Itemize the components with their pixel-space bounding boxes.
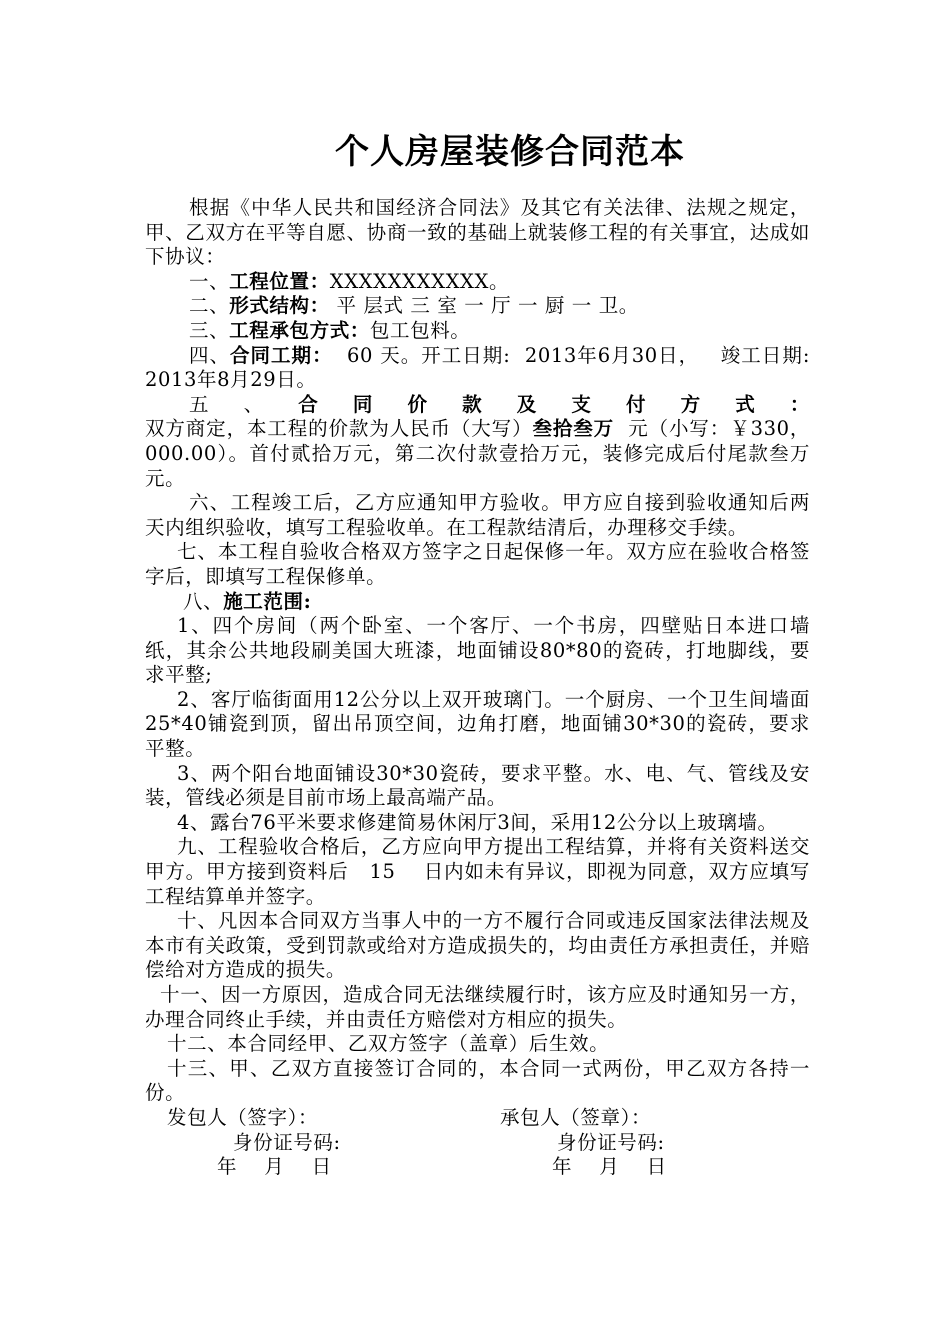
clause-5-text-b: 元（小写：￥330，000.00）。首付贰拾万元，第二次付款壹拾万元，装修完成后付尾款叁万元。 [145,417,810,490]
clause-13: 十三、甲、乙双方直接签订合同的，本合同一式两份，甲乙双方各持一份。 [145,1056,810,1105]
clause-2-label: 形式结构： [229,294,330,318]
clause-7: 七、本工程自验收合格双方签字之日起保修一年。双方应在验收合格签字后，即填写工程保修单。 [145,540,810,588]
signature-row-date [145,1155,810,1180]
party-b-date: 年 月 日 [552,1155,667,1179]
party-a-id-label: 身份证号码: [233,1130,341,1154]
clause-8 [145,590,810,615]
scope-item-1: 1、四个房间（两个卧室、一个客厅、一个书房，四壁贴日本进口墙纸，其余公共地段刷美国大班漆，地面铺设80*80的瓷砖，打地脚线，要求平整; [145,614,810,687]
clause-4-text: 60 天。开工日期: 2013年6月30日， 竣工日期: 2013年8月29日。 [145,343,817,392]
party-a-date: 年 月 日 [217,1155,332,1179]
clause-9: 九、工程验收合格后，乙方应向甲方提出工程结算，并将有关资料送交甲方。甲方接到资料后 15 日内如未有异议，即视为同意，双方应填写工程结算单并签字。 [145,835,810,908]
clause-6: 六、工程竣工后，乙方应通知甲方验收。甲方应自接到验收通知后两天内组织验收，填写工程验收单。在工程款结清后，办理移交手续。 [145,491,810,539]
clause-1-text: XXXXXXXXXXX。 [329,269,510,293]
party-b-signature-label: 承包人（签章）： [500,1105,652,1129]
clause-3-number: 三、 [189,318,230,342]
clause-4-number: 四、 [189,343,231,367]
clause-8-label: 施工范围: [223,589,312,613]
clause-5 [145,393,810,491]
clause-3-text: 包工包料。 [369,318,471,342]
party-b-id-label: 身份证号码: [557,1130,665,1154]
clause-1-label: 工程位置： [229,269,330,293]
signature-row-party [145,1106,810,1131]
scope-item-2: 2、客厅临街面用12公分以上双开玻璃门。一个厨房、一个卫生间墙面25*40铺瓷到顶，留出吊顶空间，边角打磨，地面铺30*30的瓷砖，要求平整。 [145,687,810,761]
clause-1-number: 一、 [189,269,230,293]
clause-5-amount: 叁拾叁万 [532,417,615,441]
clause-4-label: 合同工期： [230,343,333,367]
clause-2-text: 平 层式 三 室 一 厅 一 厨 一 卫。 [329,294,639,318]
clause-2-number: 二、 [189,294,230,318]
contract-body [145,196,817,1180]
intro-paragraph: 根据《中华人民共和国经济合同法》及其它有关法律、法规之规定，甲、乙双方在平等自愿、协商一致的基础上就装修工程的有关事宜，达成如下协议： [145,196,810,269]
clause-12: 十二、本合同经甲、乙双方签字（盖章）后生效。 [167,1032,610,1056]
clause-3-label: 工程承包方式： [229,318,370,342]
clause-3 [145,319,810,344]
clause-1 [145,270,810,295]
clause-11: 十一、因一方原因，造成合同无法继续履行时，该方应及时通知另一方，办理合同终止手续，并由责任方赔偿对方相应的损失。 [145,983,810,1031]
clause-5-label: 合同价款及支付方式： [298,392,810,416]
clause-2 [145,294,810,319]
clause-5-number: 五、 [189,392,299,416]
clause-5-text-a: 双方商定，本工程的价款为人民币（大写） [145,417,533,441]
party-a-signature-label: 发包人（签字）： [167,1105,319,1129]
signature-row-id [145,1131,810,1156]
clause-8-number: 八、 [183,589,224,613]
clause-4 [145,343,817,393]
scope-item-3: 3、两个阳台地面铺设30*30瓷砖，要求平整。水、电、气、管线及安装，管线必须是目前市场上最高端产品。 [145,761,810,810]
clause-10: 十、凡因本合同双方当事人中的一方不履行合同或违反国家法律法规及本市有关政策，受到罚款或给对方造成损失的，均由责任方承担责任，并赔偿给对方造成的损失。 [145,909,810,982]
page-title: 个人房屋装修合同范本 [335,132,685,172]
scope-item-4: 4、露台76平米要求修建简易休闲厅3间，采用12公分以上玻璃墙。 [177,810,778,834]
